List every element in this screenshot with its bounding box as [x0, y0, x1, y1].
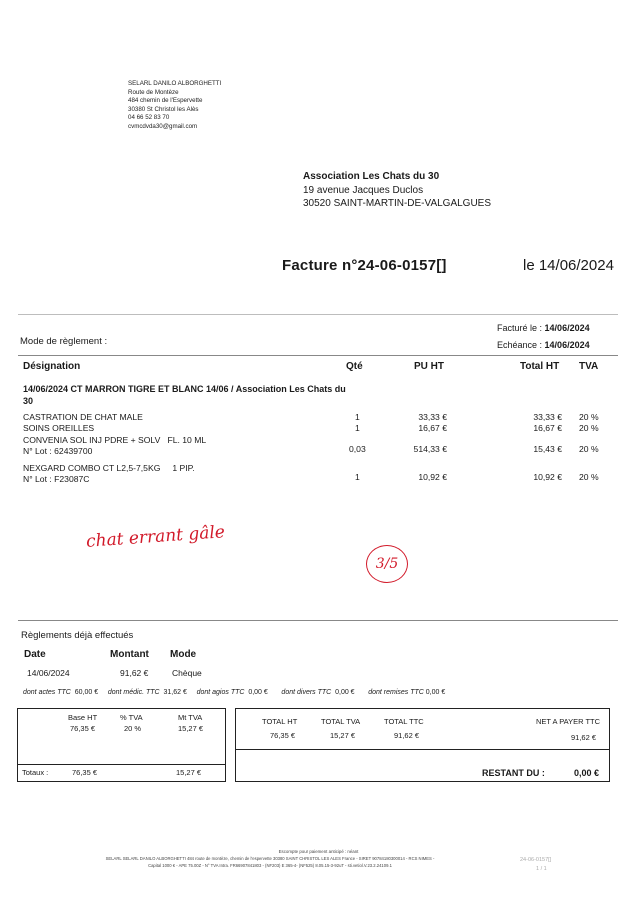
billed-label: Facturé le : [497, 323, 543, 333]
line-designation: NEXGARD COMBO CT L2,5-7,5KG 1 PIP. [23, 463, 195, 473]
line-total: 15,43 € [533, 444, 562, 454]
divider [18, 355, 618, 356]
col-header-tva: TVA [579, 361, 599, 372]
actes-label: dont actes TTC [23, 689, 71, 696]
medic-value: 31,62 € [163, 689, 187, 696]
sender-email: cvmcdvda30@gmail.com [128, 122, 198, 130]
billed-date: 14/06/2024 [544, 323, 590, 333]
billing-dates [497, 320, 590, 354]
payments-header-mode: Mode [170, 649, 197, 660]
total-ttc-label: TOTAL TTC [384, 717, 424, 726]
payment-mode: Chèque [172, 668, 202, 678]
vat-base: 76,35 € [70, 724, 96, 733]
sender-address [128, 80, 221, 132]
handwritten-circled-number: 3/5 [366, 545, 408, 583]
payment-date: 14/06/2024 [27, 668, 70, 678]
divers-value: 0,00 € [335, 689, 355, 696]
balance-due-value: 0,00 € [574, 768, 600, 778]
payment-amount: 91,62 € [120, 668, 149, 678]
total-ht-value: 76,35 € [270, 731, 296, 740]
line-unit-price: 16,67 € [418, 423, 447, 433]
payment-mode-label: Mode de règlement : [20, 336, 108, 347]
recipient-name: Association Les Chats du 30 [303, 171, 440, 182]
totals-label: Totaux : [22, 768, 49, 777]
col-header-total-ht: Total HT [520, 361, 560, 372]
footer-legal-line: Capital 1000 € - APE 75.00Z - N° TVA Intra. FR66907841803 - (NF203) E 365-4- (NF525) 8.05.15-3-92uT - sti.vetiol.V.23.2.24109.1 [148, 862, 392, 868]
total-ht-label: TOTAL HT [262, 717, 298, 726]
footer-legal-line: SELARL SELARL DANILO ALBORGHETTI 484 route de montèze, chemin de l'espervette 30380 SAINT CHRISTOL LES ALES France - SIRET 90784180300014 - RCS NIMES - [105, 856, 435, 861]
line-qty: 1 [355, 423, 360, 433]
agios-label: dont agios TTC [196, 689, 245, 696]
line-tva: 20 % [579, 423, 599, 433]
line-lot: N° Lot : 62439700 [23, 446, 93, 456]
line-group-title: 14/06/2024 CT MARRON TIGRE ET BLANC 14/06 / Association Les Chats du 30 [23, 384, 346, 406]
actes-value: 60,00 € [74, 689, 99, 696]
payments-title: Règlements déjà effectués [21, 630, 134, 641]
recipient-line: 30520 SAINT-MARTIN-DE-VALGALGUES [303, 198, 492, 209]
footer-invoice-ref: 24-06-0157[] [520, 857, 552, 863]
line-total: 10,92 € [533, 472, 562, 482]
sender-phone: 04 66 52 83 70 [128, 114, 170, 122]
payments-header-amount: Montant [110, 649, 149, 660]
due-date: 14/06/2024 [544, 340, 590, 350]
line-qty: 1 [355, 472, 360, 482]
line-tva: 20 % [579, 412, 599, 422]
line-designation: CONVENIA SOL INJ PDRE + SOLV FL. 10 ML [23, 435, 207, 445]
agios-value: 0,00 € [248, 689, 268, 696]
line-unit-price: 33,33 € [418, 412, 447, 422]
remises-label: dont remises TTC [368, 689, 424, 696]
vat-header-pct: % TVA [120, 713, 143, 722]
invoice-title: Facture n°24-06-0157[] [282, 257, 447, 274]
net-to-pay-value: 91,62 € [571, 733, 597, 742]
ttc-breakdown [23, 689, 445, 696]
sender-line: Route de Montèze [128, 88, 179, 96]
sender-line: 30380 St Christol les Alès [128, 105, 199, 113]
line-designation: SOINS OREILLES [23, 423, 95, 433]
footer-page-number: 1 / 1 [536, 866, 547, 872]
divers-label: dont divers TTC [281, 689, 332, 696]
total-tva-value: 15,27 € [330, 731, 356, 740]
divider [18, 620, 618, 621]
net-to-pay-label: NET A PAYER TTC [536, 717, 601, 726]
vat-header-amount: Mt TVA [178, 713, 203, 722]
line-total: 33,33 € [533, 412, 562, 422]
total-ttc-value: 91,62 € [394, 731, 420, 740]
total-tva-label: TOTAL TVA [321, 717, 361, 726]
sender-name: SELARL DANILO ALBORGHETTI [128, 80, 222, 87]
divider [18, 314, 618, 315]
totals-base: 76,35 € [72, 768, 98, 777]
divider [17, 764, 226, 765]
line-lot: N° Lot : F23087C [23, 474, 90, 484]
divider [235, 749, 610, 750]
line-tva: 20 % [579, 472, 599, 482]
vat-pct: 20 % [124, 724, 142, 733]
footer-discount: Escompte pour paiement anticipé : néant [278, 849, 359, 854]
col-header-designation: Désignation [23, 361, 81, 372]
balance-due-label: RESTANT DU : [482, 768, 545, 778]
vat-header-base: Base HT [68, 713, 98, 722]
handwritten-note: chat errant gâle [85, 522, 226, 552]
invoice-date: le 14/06/2024 [523, 257, 614, 274]
due-label: Echéance : [497, 340, 543, 350]
line-designation: CASTRATION DE CHAT MALE [23, 412, 143, 422]
line-unit-price: 10,92 € [418, 472, 447, 482]
line-tva: 20 % [579, 444, 599, 454]
col-header-pu-ht: PU HT [414, 361, 444, 372]
line-qty: 1 [355, 412, 360, 422]
medic-label: dont médic. TTC [107, 689, 160, 696]
remises-value: 0,00 € [425, 689, 446, 696]
sender-line: 484 chemin de l'Espervette [128, 97, 203, 105]
line-unit-price: 514,33 € [413, 444, 447, 454]
vat-amount: 15,27 € [178, 724, 204, 733]
totals-vat: 15,27 € [176, 768, 202, 777]
line-total: 16,67 € [533, 423, 562, 433]
line-qty: 0,03 [349, 444, 366, 454]
recipient-address [303, 170, 491, 211]
col-header-qty: Qté [346, 361, 363, 372]
footer-legal [60, 856, 480, 869]
payments-header-date: Date [24, 649, 46, 660]
recipient-line: 19 avenue Jacques Duclos [303, 184, 424, 196]
